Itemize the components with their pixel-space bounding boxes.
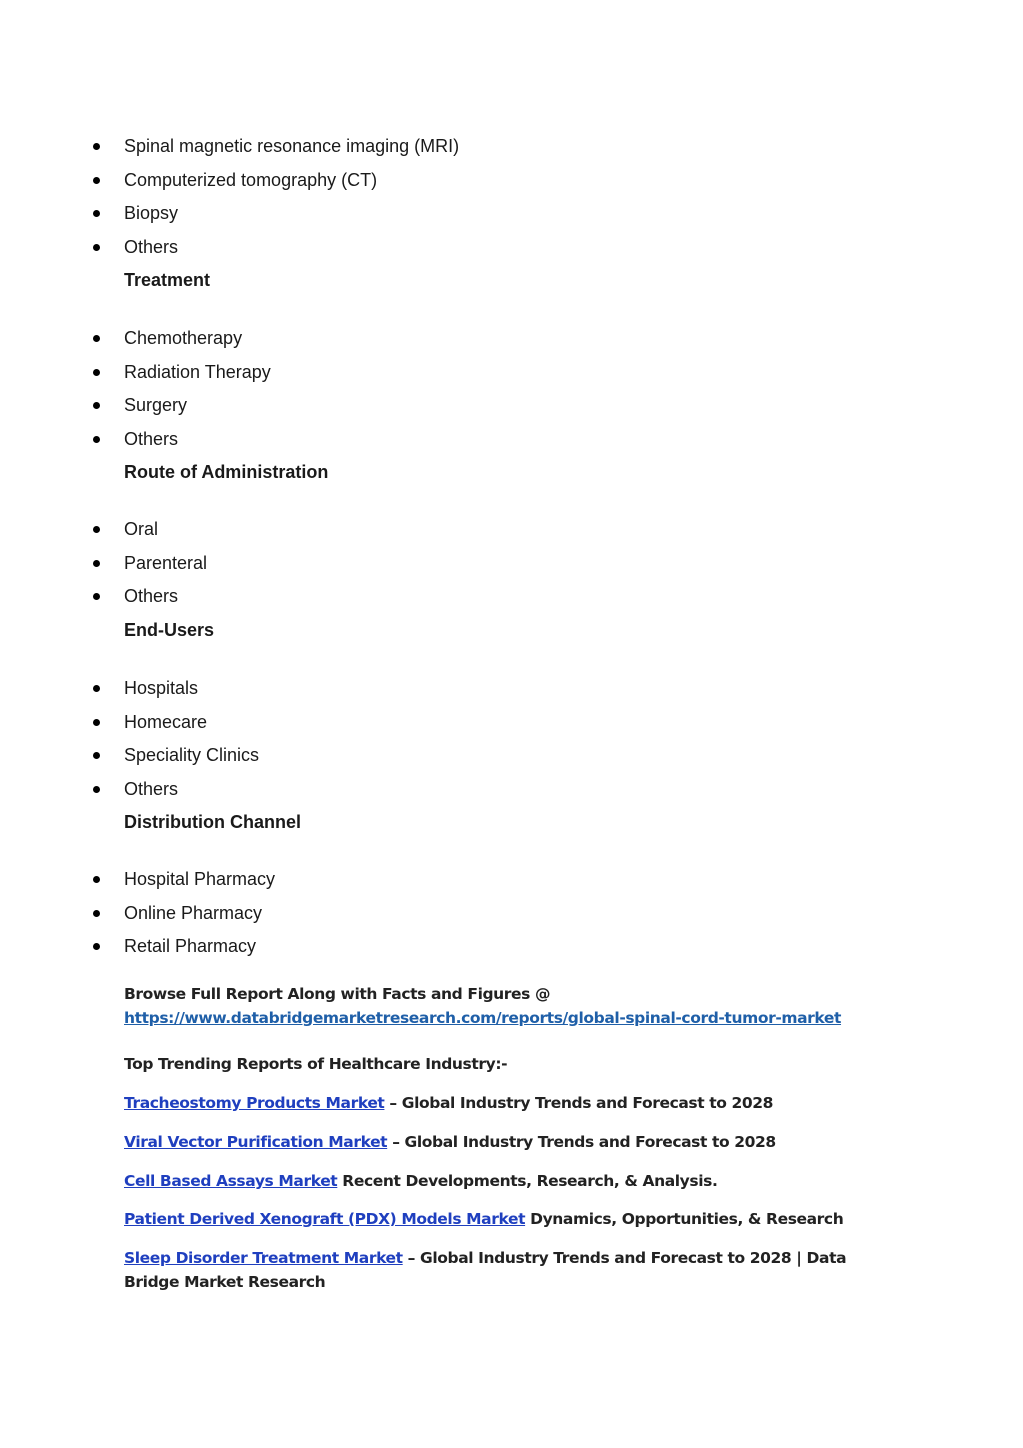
list-item: Radiation Therapy bbox=[0, 356, 271, 390]
bullet-icon bbox=[93, 560, 100, 567]
list-item: Oral bbox=[0, 513, 207, 547]
trending-report-item: Sleep Disorder Treatment Market – Global Industry Trends and Forecast to 2028 | Data Bridge Market Research bbox=[124, 1249, 847, 1291]
list-item: Chemotherapy bbox=[0, 322, 271, 356]
browse-text: Browse Full Report Along with Facts and Figures @ bbox=[124, 985, 551, 1003]
list-item: Retail Pharmacy bbox=[0, 930, 275, 964]
bullet-icon bbox=[93, 177, 100, 184]
list-item: Others bbox=[0, 231, 459, 265]
bullet-icon bbox=[93, 910, 100, 917]
bullet-icon bbox=[93, 244, 100, 251]
bullet-icon bbox=[93, 685, 100, 692]
browse-report-block bbox=[124, 982, 904, 1030]
bullet-icon bbox=[93, 719, 100, 726]
trending-report-link[interactable]: Patient Derived Xenograft (PDX) Models Market bbox=[124, 1210, 526, 1228]
bullet-icon bbox=[93, 210, 100, 217]
bullet-icon bbox=[93, 943, 100, 950]
trending-report-link[interactable]: Sleep Disorder Treatment Market bbox=[124, 1249, 403, 1267]
diagnosis-list bbox=[0, 130, 459, 264]
trending-title: Top Trending Reports of Healthcare Industry:- bbox=[124, 1055, 508, 1073]
list-item: Others bbox=[0, 423, 271, 457]
distribution-list bbox=[0, 863, 275, 964]
list-item: Others bbox=[0, 580, 207, 614]
list-item: Spinal magnetic resonance imaging (MRI) bbox=[0, 130, 459, 164]
list-item: Online Pharmacy bbox=[0, 897, 275, 931]
bullet-icon bbox=[93, 526, 100, 533]
bullet-icon bbox=[93, 752, 100, 759]
bullet-icon bbox=[93, 335, 100, 342]
list-item: Speciality Clinics bbox=[0, 739, 259, 773]
trending-report-item: Patient Derived Xenograft (PDX) Models Market Dynamics, Opportunities, & Research bbox=[124, 1210, 844, 1228]
report-url-link[interactable]: https://www.databridgemarketresearch.com/reports/global-spinal-cord-tumor-market bbox=[124, 1009, 842, 1027]
trending-report-item: Cell Based Assays Market Recent Developments, Research, & Analysis. bbox=[124, 1172, 718, 1190]
treatment-list bbox=[0, 322, 271, 456]
bullet-icon bbox=[93, 593, 100, 600]
list-item: Computerized tomography (CT) bbox=[0, 164, 459, 198]
list-item: Hospitals bbox=[0, 672, 259, 706]
bullet-icon bbox=[93, 876, 100, 883]
section-heading-end-users: End-Users bbox=[124, 620, 215, 640]
trending-report-item: Viral Vector Purification Market – Global Industry Trends and Forecast to 2028 bbox=[124, 1133, 776, 1151]
section-heading-distribution: Distribution Channel bbox=[124, 812, 301, 832]
list-item: Homecare bbox=[0, 706, 259, 740]
list-item: Surgery bbox=[0, 389, 271, 423]
end-users-list bbox=[0, 672, 259, 806]
trending-report-link[interactable]: Tracheostomy Products Market bbox=[124, 1094, 385, 1112]
list-item: Biopsy bbox=[0, 197, 459, 231]
section-heading-treatment: Treatment bbox=[124, 270, 211, 290]
list-item: Others bbox=[0, 773, 259, 807]
trending-report-link[interactable]: Viral Vector Purification Market bbox=[124, 1133, 388, 1151]
route-list bbox=[0, 513, 207, 614]
bullet-icon bbox=[93, 436, 100, 443]
list-item: Parenteral bbox=[0, 547, 207, 581]
trending-report-link[interactable]: Cell Based Assays Market bbox=[124, 1172, 338, 1190]
bullet-icon bbox=[93, 369, 100, 376]
bullet-icon bbox=[93, 143, 100, 150]
trending-report-item: Tracheostomy Products Market – Global Industry Trends and Forecast to 2028 bbox=[124, 1094, 774, 1112]
list-item: Hospital Pharmacy bbox=[0, 863, 275, 897]
bullet-icon bbox=[93, 786, 100, 793]
section-heading-route: Route of Administration bbox=[124, 462, 329, 482]
bullet-icon bbox=[93, 402, 100, 409]
